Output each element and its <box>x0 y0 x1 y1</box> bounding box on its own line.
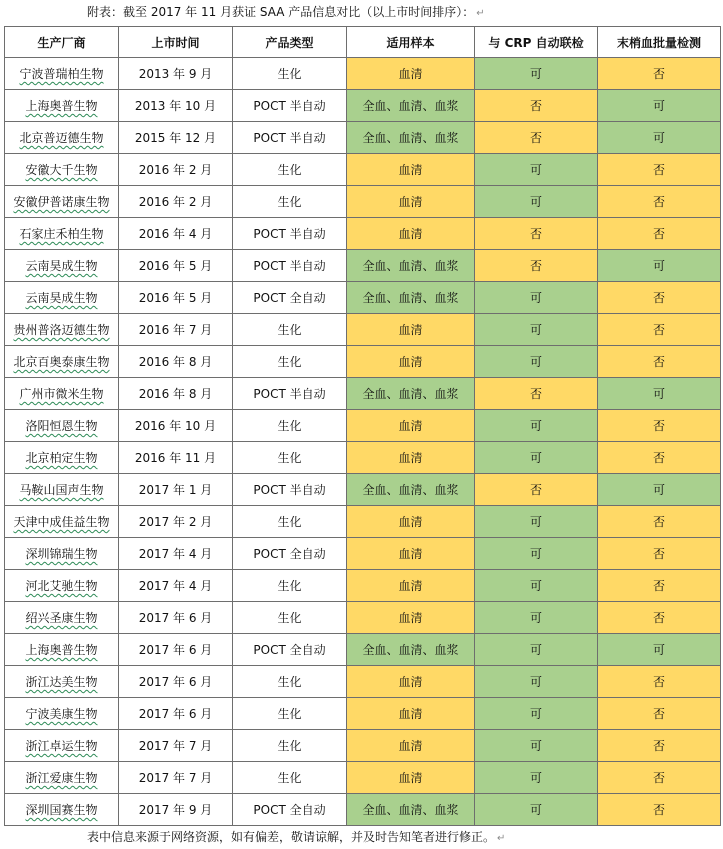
cell-product-type: 生化 <box>233 410 347 442</box>
cell-crp-joint-test: 可 <box>475 698 598 730</box>
table-row <box>5 58 721 90</box>
table-row <box>5 378 721 410</box>
cell-product-type: 生化 <box>233 506 347 538</box>
cell-peripheral-blood-batch: 可 <box>598 474 721 506</box>
cell-manufacturer: 浙江卓运生物 <box>5 730 119 762</box>
cell-manufacturer: 深圳国赛生物 <box>5 794 119 826</box>
cell-product-type: POCT 半自动 <box>233 218 347 250</box>
cell-peripheral-blood-batch: 可 <box>598 634 721 666</box>
cell-manufacturer: 宁波美康生物 <box>5 698 119 730</box>
cell-launch-date: 2017 年 7 月 <box>119 762 233 794</box>
cell-sample-type: 血清 <box>347 154 475 186</box>
cell-launch-date: 2017 年 6 月 <box>119 666 233 698</box>
cell-sample-type: 全血、血清、血浆 <box>347 90 475 122</box>
cell-manufacturer: 云南昊成生物 <box>5 250 119 282</box>
cell-manufacturer: 马鞍山国声生物 <box>5 474 119 506</box>
cell-launch-date: 2016 年 4 月 <box>119 218 233 250</box>
cell-peripheral-blood-batch: 否 <box>598 570 721 602</box>
cell-peripheral-blood-batch: 可 <box>598 378 721 410</box>
cell-manufacturer: 北京柏定生物 <box>5 442 119 474</box>
cell-peripheral-blood-batch: 否 <box>598 794 721 826</box>
cell-sample-type: 血清 <box>347 602 475 634</box>
cell-sample-type: 血清 <box>347 58 475 90</box>
cell-product-type: 生化 <box>233 154 347 186</box>
cell-manufacturer: 安徽大千生物 <box>5 154 119 186</box>
cell-product-type: 生化 <box>233 602 347 634</box>
cell-crp-joint-test: 可 <box>475 186 598 218</box>
cell-sample-type: 血清 <box>347 442 475 474</box>
table-header-row <box>5 27 721 58</box>
table-row <box>5 282 721 314</box>
cell-sample-type: 全血、血清、血浆 <box>347 122 475 154</box>
cell-sample-type: 全血、血清、血浆 <box>347 634 475 666</box>
cell-peripheral-blood-batch: 可 <box>598 250 721 282</box>
cell-crp-joint-test: 可 <box>475 634 598 666</box>
cell-sample-type: 血清 <box>347 186 475 218</box>
paragraph-mark-icon: ↵ <box>497 833 506 844</box>
table-row <box>5 442 721 474</box>
cell-product-type: POCT 半自动 <box>233 90 347 122</box>
cell-peripheral-blood-batch: 否 <box>598 410 721 442</box>
table-row <box>5 218 721 250</box>
cell-product-type: 生化 <box>233 314 347 346</box>
cell-sample-type: 全血、血清、血浆 <box>347 378 475 410</box>
cell-launch-date: 2017 年 6 月 <box>119 602 233 634</box>
cell-launch-date: 2016 年 2 月 <box>119 186 233 218</box>
table-row <box>5 634 721 666</box>
cell-launch-date: 2016 年 8 月 <box>119 378 233 410</box>
cell-product-type: 生化 <box>233 730 347 762</box>
cell-peripheral-blood-batch: 否 <box>598 538 721 570</box>
table-footnote <box>0 827 723 847</box>
cell-product-type: 生化 <box>233 58 347 90</box>
cell-product-type: 生化 <box>233 666 347 698</box>
table-row <box>5 346 721 378</box>
table-row <box>5 730 721 762</box>
cell-manufacturer: 宁波普瑞柏生物 <box>5 58 119 90</box>
cell-sample-type: 血清 <box>347 314 475 346</box>
cell-product-type: POCT 半自动 <box>233 122 347 154</box>
header-product-type: 产品类型 <box>233 27 347 58</box>
cell-peripheral-blood-batch: 否 <box>598 58 721 90</box>
cell-crp-joint-test: 可 <box>475 346 598 378</box>
cell-crp-joint-test: 可 <box>475 538 598 570</box>
cell-peripheral-blood-batch: 可 <box>598 90 721 122</box>
cell-crp-joint-test: 否 <box>475 474 598 506</box>
cell-product-type: POCT 半自动 <box>233 378 347 410</box>
cell-launch-date: 2017 年 4 月 <box>119 570 233 602</box>
cell-peripheral-blood-batch: 否 <box>598 602 721 634</box>
cell-manufacturer: 天津中成佳益生物 <box>5 506 119 538</box>
cell-launch-date: 2016 年 10 月 <box>119 410 233 442</box>
cell-peripheral-blood-batch: 可 <box>598 122 721 154</box>
cell-sample-type: 血清 <box>347 666 475 698</box>
cell-peripheral-blood-batch: 否 <box>598 314 721 346</box>
cell-launch-date: 2016 年 8 月 <box>119 346 233 378</box>
saa-product-table <box>4 26 721 826</box>
table-row <box>5 602 721 634</box>
cell-crp-joint-test: 可 <box>475 282 598 314</box>
cell-launch-date: 2016 年 2 月 <box>119 154 233 186</box>
cell-sample-type: 全血、血清、血浆 <box>347 794 475 826</box>
cell-crp-joint-test: 可 <box>475 314 598 346</box>
cell-product-type: POCT 半自动 <box>233 250 347 282</box>
cell-launch-date: 2015 年 12 月 <box>119 122 233 154</box>
cell-crp-joint-test: 可 <box>475 58 598 90</box>
cell-peripheral-blood-batch: 否 <box>598 506 721 538</box>
header-peripheral-blood-batch: 末梢血批量检测 <box>598 27 721 58</box>
table-row <box>5 410 721 442</box>
cell-product-type: POCT 全自动 <box>233 634 347 666</box>
cell-peripheral-blood-batch: 否 <box>598 186 721 218</box>
cell-product-type: 生化 <box>233 570 347 602</box>
cell-crp-joint-test: 可 <box>475 666 598 698</box>
cell-peripheral-blood-batch: 否 <box>598 154 721 186</box>
cell-peripheral-blood-batch: 否 <box>598 218 721 250</box>
cell-crp-joint-test: 可 <box>475 506 598 538</box>
cell-peripheral-blood-batch: 否 <box>598 282 721 314</box>
cell-launch-date: 2017 年 1 月 <box>119 474 233 506</box>
table-row <box>5 506 721 538</box>
cell-crp-joint-test: 可 <box>475 154 598 186</box>
cell-manufacturer: 深圳锦瑞生物 <box>5 538 119 570</box>
cell-launch-date: 2017 年 7 月 <box>119 730 233 762</box>
cell-peripheral-blood-batch: 否 <box>598 698 721 730</box>
table-row <box>5 250 721 282</box>
cell-crp-joint-test: 否 <box>475 218 598 250</box>
cell-manufacturer: 河北艾驰生物 <box>5 570 119 602</box>
cell-manufacturer: 北京普迈德生物 <box>5 122 119 154</box>
cell-launch-date: 2013 年 10 月 <box>119 90 233 122</box>
cell-sample-type: 全血、血清、血浆 <box>347 474 475 506</box>
table-row <box>5 90 721 122</box>
cell-peripheral-blood-batch: 否 <box>598 762 721 794</box>
cell-product-type: 生化 <box>233 186 347 218</box>
cell-peripheral-blood-batch: 否 <box>598 442 721 474</box>
table-row <box>5 538 721 570</box>
cell-sample-type: 血清 <box>347 698 475 730</box>
cell-sample-type: 全血、血清、血浆 <box>347 282 475 314</box>
table-row <box>5 570 721 602</box>
cell-crp-joint-test: 否 <box>475 90 598 122</box>
cell-product-type: POCT 全自动 <box>233 282 347 314</box>
header-launch-date: 上市时间 <box>119 27 233 58</box>
cell-product-type: 生化 <box>233 698 347 730</box>
cell-manufacturer: 安徽伊普诺康生物 <box>5 186 119 218</box>
cell-crp-joint-test: 否 <box>475 378 598 410</box>
cell-sample-type: 全血、血清、血浆 <box>347 250 475 282</box>
cell-manufacturer: 云南昊成生物 <box>5 282 119 314</box>
cell-manufacturer: 北京百奥泰康生物 <box>5 346 119 378</box>
table-row <box>5 794 721 826</box>
cell-product-type: 生化 <box>233 346 347 378</box>
cell-product-type: 生化 <box>233 442 347 474</box>
cell-sample-type: 血清 <box>347 506 475 538</box>
cell-manufacturer: 洛阳恒恩生物 <box>5 410 119 442</box>
cell-launch-date: 2017 年 9 月 <box>119 794 233 826</box>
cell-sample-type: 血清 <box>347 538 475 570</box>
cell-crp-joint-test: 可 <box>475 730 598 762</box>
cell-crp-joint-test: 可 <box>475 570 598 602</box>
table-body <box>5 58 721 826</box>
cell-sample-type: 血清 <box>347 762 475 794</box>
cell-launch-date: 2013 年 9 月 <box>119 58 233 90</box>
cell-manufacturer: 石家庄禾柏生物 <box>5 218 119 250</box>
cell-manufacturer: 贵州普洛迈德生物 <box>5 314 119 346</box>
cell-product-type: POCT 半自动 <box>233 474 347 506</box>
table-caption <box>0 0 723 24</box>
cell-launch-date: 2016 年 5 月 <box>119 282 233 314</box>
cell-sample-type: 血清 <box>347 410 475 442</box>
paragraph-mark-icon: ↵ <box>476 8 485 19</box>
header-crp-joint-test: 与 CRP 自动联检 <box>475 27 598 58</box>
footnote-text: 表中信息来源于网络资源，如有偏差，敬请谅解，并及时告知笔者进行修正。 <box>87 830 496 844</box>
table-row <box>5 762 721 794</box>
cell-crp-joint-test: 可 <box>475 794 598 826</box>
cell-launch-date: 2017 年 6 月 <box>119 634 233 666</box>
cell-launch-date: 2017 年 6 月 <box>119 698 233 730</box>
cell-crp-joint-test: 否 <box>475 122 598 154</box>
cell-manufacturer: 浙江达美生物 <box>5 666 119 698</box>
cell-launch-date: 2016 年 7 月 <box>119 314 233 346</box>
cell-manufacturer: 浙江爱康生物 <box>5 762 119 794</box>
cell-crp-joint-test: 可 <box>475 442 598 474</box>
cell-launch-date: 2016 年 5 月 <box>119 250 233 282</box>
table-row <box>5 474 721 506</box>
table-row <box>5 314 721 346</box>
cell-crp-joint-test: 可 <box>475 762 598 794</box>
cell-crp-joint-test: 否 <box>475 250 598 282</box>
cell-sample-type: 血清 <box>347 346 475 378</box>
cell-sample-type: 血清 <box>347 218 475 250</box>
header-manufacturer: 生产厂商 <box>5 27 119 58</box>
cell-sample-type: 血清 <box>347 570 475 602</box>
cell-sample-type: 血清 <box>347 730 475 762</box>
cell-peripheral-blood-batch: 否 <box>598 346 721 378</box>
caption-text: 附表：截至 2017 年 11 月获证 SAA 产品信息对比（以上市时间排序）： <box>87 5 475 19</box>
table-row <box>5 666 721 698</box>
cell-launch-date: 2017 年 2 月 <box>119 506 233 538</box>
table-row <box>5 122 721 154</box>
cell-crp-joint-test: 可 <box>475 602 598 634</box>
table-row <box>5 698 721 730</box>
cell-product-type: POCT 全自动 <box>233 794 347 826</box>
cell-product-type: 生化 <box>233 762 347 794</box>
cell-launch-date: 2016 年 11 月 <box>119 442 233 474</box>
cell-manufacturer: 上海奥普生物 <box>5 90 119 122</box>
cell-manufacturer: 绍兴圣康生物 <box>5 602 119 634</box>
cell-launch-date: 2017 年 4 月 <box>119 538 233 570</box>
table-row <box>5 154 721 186</box>
cell-manufacturer: 上海奥普生物 <box>5 634 119 666</box>
cell-crp-joint-test: 可 <box>475 410 598 442</box>
header-sample-type: 适用样本 <box>347 27 475 58</box>
cell-peripheral-blood-batch: 否 <box>598 666 721 698</box>
cell-peripheral-blood-batch: 否 <box>598 730 721 762</box>
table-row <box>5 186 721 218</box>
cell-manufacturer: 广州市微米生物 <box>5 378 119 410</box>
cell-product-type: POCT 全自动 <box>233 538 347 570</box>
